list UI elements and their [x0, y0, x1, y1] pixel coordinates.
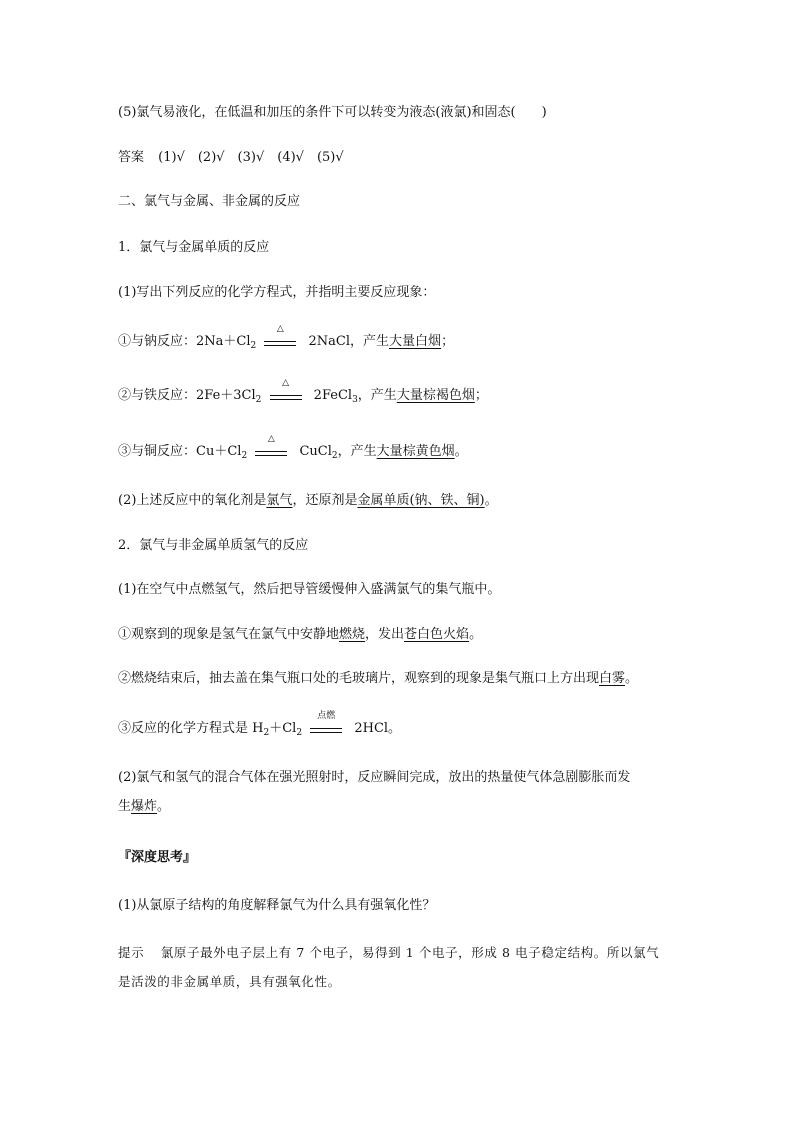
reaction-iron [118, 378, 488, 410]
text-segment: ＋Cl [269, 721, 297, 736]
reaction-copper-reactants: ③与铜反应：Cu＋Cl [118, 444, 242, 459]
observation-2 [118, 669, 638, 689]
oxidant-reductant-line [118, 491, 498, 511]
heat-condition: △ [276, 324, 284, 334]
equals-sign-heat [255, 434, 291, 462]
oxidant-answer: 氯气 [266, 493, 293, 508]
subsection-2-title: 2．氯气与非金属单质氢气的反应 [118, 538, 309, 553]
subscript: 2 [296, 728, 303, 738]
reaction-copper [118, 434, 468, 466]
hint-line-2: 是活泼的非金属单质，具有强氧化性。 [118, 974, 341, 989]
subscript: 2 [250, 341, 257, 351]
text-segment: 2HCl。 [354, 721, 402, 736]
subsection-1-title: 1．氯气与金属单质的反应 [118, 240, 270, 255]
heat-condition: △ [282, 378, 289, 388]
observation-answer: 燃烧 [339, 627, 366, 642]
subsection-1-intro: (1)写出下列反应的化学方程式，并指明主要反应现象： [118, 285, 436, 300]
reaction-iron-mid: ，产生 [357, 388, 397, 403]
reaction-copper-mid: ，产生 [337, 444, 377, 459]
equals-sign-ignite [310, 711, 346, 739]
text-segment: ③反应的化学方程式是 H [118, 721, 264, 736]
reaction-iron-product: 2FeCl [313, 388, 353, 403]
question-2-line-2 [118, 797, 170, 817]
reaction-sodium-reactants: ①与钠反应：2Na＋Cl [118, 334, 251, 349]
text-segment: ②燃烧结束后，抽去盖在集气瓶口处的毛玻璃片，观察到的现象是集气瓶口上方出现 [118, 671, 600, 686]
text-segment: ，还原剂是 [292, 493, 358, 508]
text-segment: ①观察到的现象是氢气在氯气中安静地 [118, 627, 340, 642]
punctuation: 。 [484, 493, 498, 508]
observation-answer: 苍白色火焰 [404, 627, 470, 642]
deep-thinking-heading: 『深度思考』 [118, 850, 197, 865]
hint-label: 提示 [118, 945, 145, 960]
punctuation: 。 [454, 444, 468, 459]
explosion-answer: 爆炸 [131, 799, 158, 814]
question-2-line-1: (2)氯气和氢气的混合气体在强光照射时，反应瞬间完成，放出的热量使气体急剧膨胀而发 [118, 770, 631, 785]
punctuation: ； [441, 334, 455, 349]
deep-question-1: (1)从氯原子结构的角度解释氯气为什么具有强氧化性？ [118, 898, 436, 913]
hint-text: 氯原子最外电子层上有 7 个电子，易得到 1 个电子，形成 8 电子稳定结构。所以氯气 [160, 945, 660, 960]
punctuation: 。 [625, 671, 639, 686]
punctuation: ； [474, 388, 488, 403]
reaction-sodium-product: 2NaCl，产生 [308, 334, 390, 349]
reductant-answer: 金属单质(钠、铁、铜) [357, 493, 485, 508]
text-segment: (2)上述反应中的氧化剂是 [118, 493, 267, 508]
observation-answer: 白雾 [599, 671, 626, 686]
subscript: 2 [263, 728, 270, 738]
subscript: 2 [241, 451, 248, 461]
reaction-iron-phenomenon: 大量棕褐色烟 [396, 388, 475, 403]
reaction-sodium [118, 324, 455, 356]
subscript: 2 [255, 395, 262, 405]
answer-label: 答案 [118, 150, 145, 165]
reaction-iron-reactants: ②与铁反应：2Fe＋3Cl [118, 388, 256, 403]
hint-line-1 [118, 943, 659, 963]
ignite-condition: 点燃 [317, 711, 336, 721]
subscript: 2 [331, 451, 338, 461]
subscript: 3 [352, 395, 358, 405]
reaction-copper-phenomenon: 大量棕黄色烟 [376, 444, 455, 459]
answer-line [118, 148, 344, 168]
heat-condition: △ [267, 434, 275, 444]
text-segment: ，发出 [365, 627, 405, 642]
question-5: (5)氯气易液化，在低温和加压的条件下可以转变为液态(液氯)和固态( ) [118, 105, 547, 120]
equals-sign-heat [270, 378, 306, 406]
answer-items: (1)√ (2)√ (3)√ (4)√ (5)√ [158, 150, 344, 165]
reaction-sodium-phenomenon: 大量白烟 [389, 334, 442, 349]
subsection-2-intro: (1)在空气中点燃氢气，然后把导管缓慢伸入盛满氯气的集气瓶中。 [118, 582, 501, 597]
observation-3-equation [118, 711, 402, 743]
punctuation: 。 [469, 627, 483, 642]
punctuation: 。 [157, 799, 171, 814]
section-2-title: 二、氯气与金属、非金属的反应 [118, 194, 301, 209]
observation-1 [118, 625, 482, 645]
equals-sign-heat [264, 324, 300, 352]
reaction-copper-product: CuCl [299, 444, 332, 459]
text-segment: 生 [118, 799, 132, 814]
